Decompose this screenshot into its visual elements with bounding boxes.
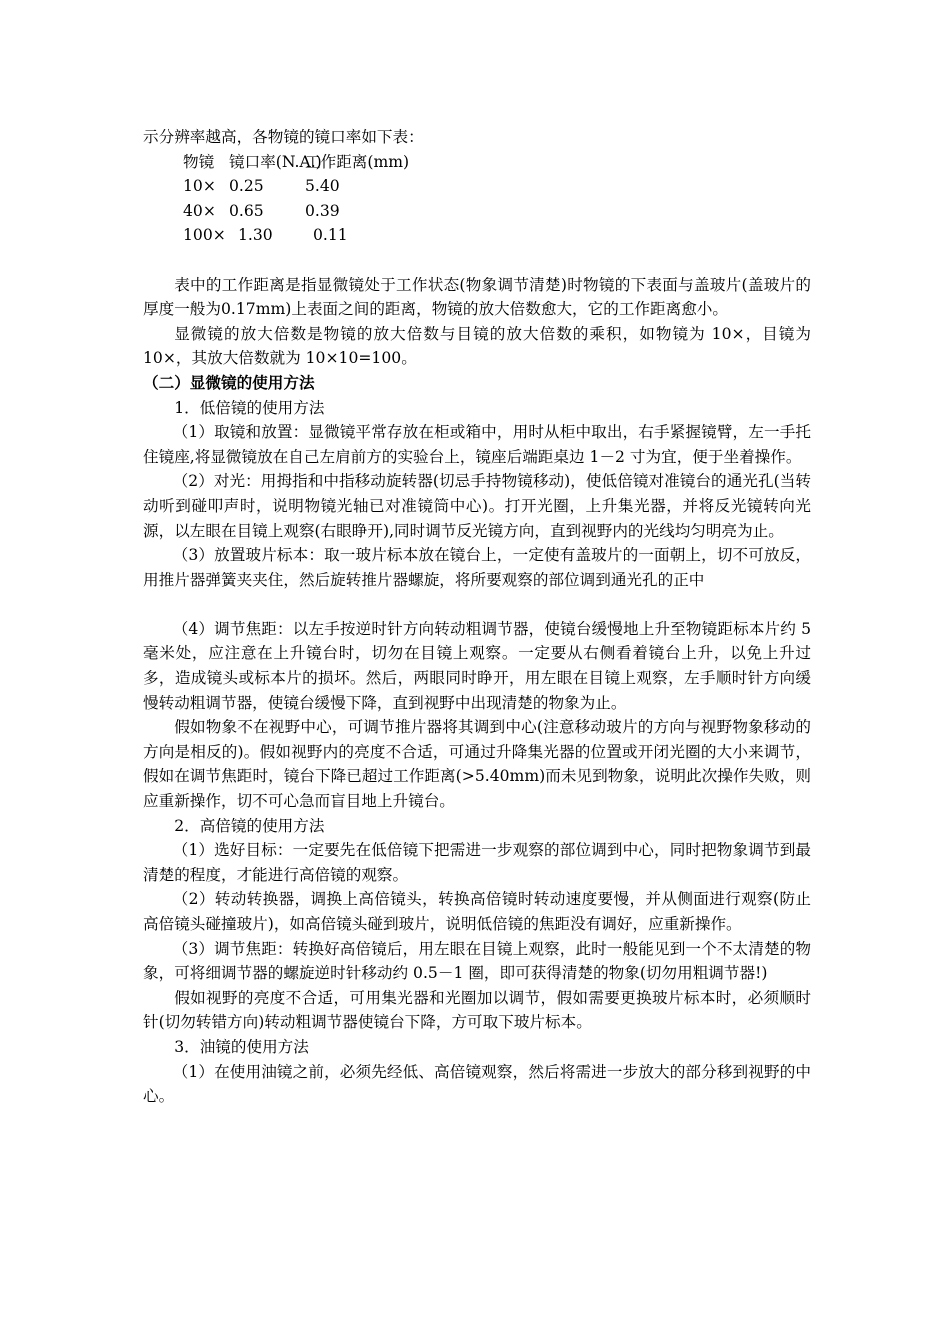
table-cell: 0.39 [305, 201, 340, 220]
spacer [143, 592, 811, 617]
paragraph: （1）选好目标：一定要先在低倍镜下把需进一步观察的部位调到中心，同时把物象调节到最清楚的程度，才能进行高倍镜的观察。 [143, 841, 811, 884]
section-heading: （二）显微镜的使用方法 [143, 372, 315, 392]
objective-table [183, 150, 811, 248]
table-header-cell: 工作距离(mm) [305, 152, 410, 171]
paragraph: （3）调节焦距：转换好高倍镜后，用左眼在目镜上观察，此时一般能见到一个不太清楚的物象，可将细调节器的螺旋逆时针移动约 0.5－1 圈，即可获得清楚的物象(切勿用粗调节器!) [143, 939, 811, 983]
table-cell: 0.11 [313, 226, 348, 245]
table-header-cell: 镜口率(N.A.) [229, 152, 322, 171]
table-row [183, 223, 811, 248]
paragraph: 显微镜的放大倍数是物镜的放大倍数与目镜的放大倍数的乘积，如物镜为 10×，目镜为 10×，其放大倍数就为 10×10=100。 [143, 324, 811, 368]
table-header-cell: 物镜 [183, 152, 215, 171]
paragraph: （3）放置玻片标本：取一玻片标本放在镜台上，一定使有盖玻片的一面朝上，切不可放反，用推片器弹簧夹夹住，然后旋转推片器螺旋，将所要观察的部位调到通光孔的正中 [143, 546, 811, 589]
paragraph: 假如视野的亮度不合适，可用集光器和光圈加以调节，假如需要更换玻片标本时，必须顺时针(切勿转错方向)转动粗调节器使镜台下降，方可取下玻片标本。 [143, 988, 811, 1032]
table-cell: 10× [183, 177, 216, 196]
table-row [183, 174, 811, 199]
paragraph: （1）取镜和放置：显微镜平常存放在柜或箱中，用时从柜中取出，右手紧握镜臂，左一手托住镜座,将显微镜放在自己左肩前方的实验台上，镜座后端距桌边 1－2 寸为宜，便于坐着操作。 [143, 423, 811, 466]
paragraph: 假如物象不在视野中心，可调节推片器将其调到中心(注意移动玻片的方向与视野物象移动的方向是相反的)。假如视野内的亮度不合适，可通过升降集光器的位置或开闭光圈的大小来调节，假如在调节焦距时，镜台下降已超过工作距离(>5.40mm)而未见到物象，说明此次操作失败，则应重新操作，切不可心急而盲目地上升镜台。 [143, 718, 811, 811]
table-cell: 100× [183, 226, 226, 245]
subsection-heading: 2．高倍镜的使用方法 [174, 816, 325, 835]
table-cell: 0.25 [229, 177, 264, 196]
document-page [143, 125, 811, 1109]
table-cell: 0.65 [229, 201, 264, 220]
table-header-row [183, 150, 811, 175]
paragraph: 表中的工作距离是指显微镜处于工作状态(物象调节清楚)时物镜的下表面与盖玻片(盖玻片的厚度一般为0.17mm)上表面之间的距离，物镜的放大倍数愈大，它的工作距离愈小。 [143, 275, 811, 319]
paragraph: （1）在使用油镜之前，必须先经低、高倍镜观察，然后将需进一步放大的部分移到视野的中心。 [143, 1062, 811, 1106]
paragraph: （4）调节焦距：以左手按逆时针方向转动粗调节器，使镜台缓慢地上升至物镜距标本片约 5 毫米处，应注意在上升镜台时，切勿在目镜上观察。一定要从右侧看着镜台上升，以免上升过多，造成镜头或标本片的损坏。然后，两眼同时睁开，用左眼在目镜上观察，左手顺时针方向缓慢转动粗调节器，使镜台缓慢下降，直到视野中出现清楚的物象为止。 [143, 619, 811, 712]
table-cell: 5.40 [305, 177, 340, 196]
paragraph: （2）转动转换器，调换上高倍镜头，转换高倍镜时转动速度要慢，并从侧面进行观察(防止高倍镜头碰撞玻片)，如高倍镜头碰到玻片，说明低倍镜的焦距没有调好，应重新操作。 [143, 890, 811, 933]
table-cell: 1.30 [238, 226, 273, 245]
subsection-heading: 1．低倍镜的使用方法 [174, 398, 325, 417]
spacer [143, 248, 811, 273]
subsection-heading: 3．油镜的使用方法 [174, 1037, 309, 1056]
intro-line: 示分辨率越高，各物镜的镜口率如下表： [143, 128, 424, 146]
paragraph: （2）对光：用拇指和中指移动旋转器(切忌手持物镜移动)，使低倍镜对准镜台的通光孔(当转动听到碰叩声时，说明物镜光轴已对准镜筒中心)。打开光圈，上升集光器，并将反光镜转向光源，以左眼在目镜上观察(右眼睁开),同时调节反光镜方向，直到视野内的光线均匀明亮为止。 [143, 472, 811, 540]
table-row [183, 199, 811, 224]
table-cell: 40× [183, 201, 216, 220]
